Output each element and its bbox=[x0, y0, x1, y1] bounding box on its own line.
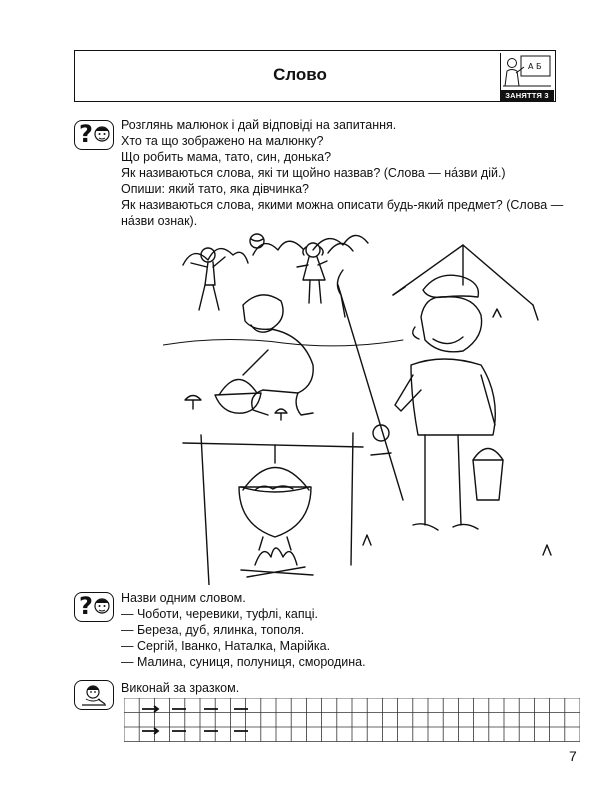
tree-line-left bbox=[183, 249, 248, 265]
text-line: Як називаються слова, які ти щойно назвав? (Слова — на́зви дій.) bbox=[121, 166, 506, 180]
text-line: — Береза, дуб, ялинка, тополя. bbox=[121, 623, 305, 637]
text-line: Назви одним словом. bbox=[121, 591, 246, 605]
lesson-badge bbox=[500, 53, 553, 99]
fishing-rod bbox=[338, 285, 403, 500]
text-line: на́зви ознак). bbox=[121, 214, 198, 228]
text-line: Розглянь малюнок і дай відповіді на запитання. bbox=[121, 118, 397, 132]
campfire-cauldron bbox=[183, 433, 363, 585]
writing-task-icon bbox=[74, 680, 114, 710]
lesson-header bbox=[74, 50, 556, 102]
mother-picking-mushrooms bbox=[185, 295, 313, 420]
child-writing-icon bbox=[76, 683, 112, 709]
tent bbox=[393, 245, 538, 320]
question-mark-icon: ? bbox=[79, 120, 93, 148]
page-number: 7 bbox=[569, 748, 577, 764]
father-fisherman bbox=[337, 270, 503, 530]
writing-grid bbox=[124, 698, 580, 742]
child-face-icon bbox=[92, 123, 112, 147]
girl bbox=[297, 243, 327, 303]
page-title: Слово bbox=[273, 65, 327, 84]
text-line: — Чоботи, черевики, туфлі, капці. bbox=[121, 607, 319, 621]
question-icon bbox=[74, 592, 114, 622]
text-line: Опиши: який тато, яка дівчинка? bbox=[121, 182, 309, 196]
boy-with-ball bbox=[191, 234, 264, 310]
question-icon bbox=[74, 120, 114, 150]
text-line: — Малина, суниця, полуниця, смородина. bbox=[121, 655, 366, 669]
text-line: Що робить мама, тато, син, донька? bbox=[121, 150, 332, 164]
child-face-icon bbox=[92, 595, 112, 619]
question-mark-icon: ? bbox=[79, 592, 93, 620]
text-line: Як називаються слова, якими можна описати будь-який предмет? (Слова — bbox=[121, 198, 564, 212]
text-line: Виконай за зразком. bbox=[121, 681, 240, 695]
text-line: Хто та що зображено на малюнку? bbox=[121, 134, 324, 148]
lesson-label: ЗАНЯТТЯ 3 bbox=[500, 90, 554, 101]
bucket bbox=[473, 460, 503, 500]
picnic-illustration bbox=[163, 225, 563, 585]
text-line: — Сергій, Іванко, Наталка, Марійка. bbox=[121, 639, 331, 653]
teacher-board-icon bbox=[501, 53, 553, 89]
sample-strokes bbox=[142, 706, 248, 734]
svg-text:А Б: А Б bbox=[528, 62, 542, 71]
